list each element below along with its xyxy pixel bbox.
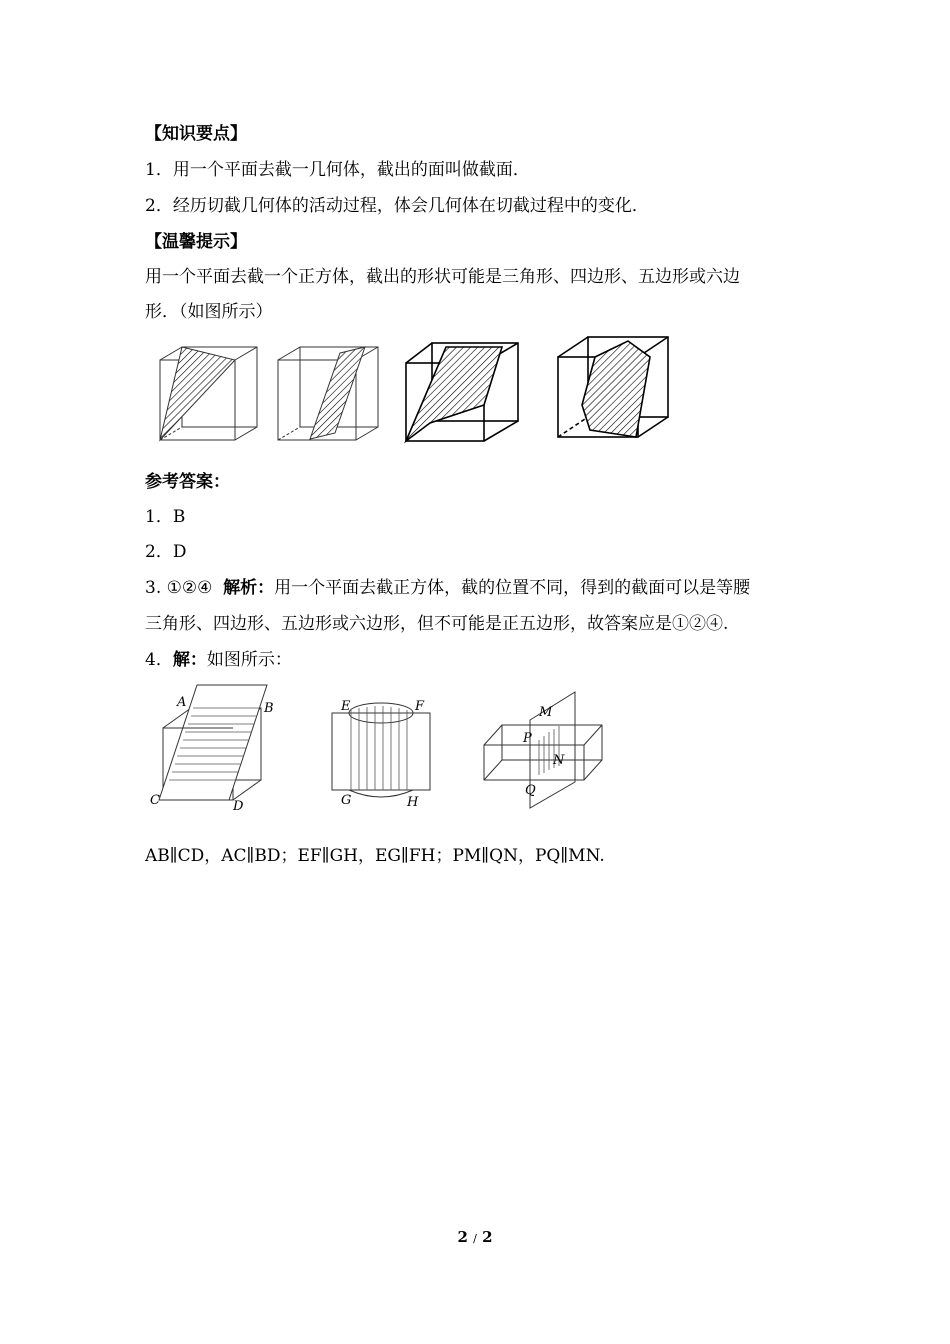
knowledge-heading: 【知识要点】 [145, 124, 247, 144]
answer-3-label: 解析： [223, 578, 275, 598]
knowledge-point-1: 1．用一个平面去截一几何体，截出的面叫做截面． [145, 160, 530, 180]
tip-line-2: 形．（如图所示） [145, 302, 273, 322]
answer-3-line-2: 三角形、四边形、五边形或六边形，但不可能是正五边形，故答案应是①②④. [145, 614, 729, 634]
page-number [0, 1228, 950, 1246]
label-H: H [407, 795, 419, 810]
cube-triangle-section [160, 347, 257, 440]
label-N: N [553, 753, 565, 768]
answer-3-text: 用一个平面去截正方体，截的位置不同，得到的截面可以是等腰 [274, 578, 751, 598]
label-M: M [539, 705, 553, 720]
label-G: G [341, 793, 352, 808]
cube-hexagon-section [558, 337, 668, 437]
label-Q: Q [525, 783, 536, 798]
cube-sections-figure [150, 335, 680, 450]
label-E: E [341, 699, 351, 714]
label-F: F [415, 699, 425, 714]
cylinder-plane-figure [332, 703, 430, 797]
cube-pentagon-section [406, 343, 518, 441]
answer-1: 1．B [145, 507, 186, 527]
answer-2: 2．D [145, 542, 187, 562]
answer-3-prefix: 3. ①②④ [145, 578, 213, 598]
page-current: 2 [457, 1228, 468, 1246]
label-D: D [233, 799, 244, 814]
knowledge-point-2: 2．经历切截几何体的活动过程，体会几何体在切截过程中的变化． [145, 196, 649, 216]
label-A: A [177, 695, 187, 710]
cube-quadrilateral-section [278, 347, 378, 440]
answer-4-label: 解： [172, 650, 207, 670]
answer-4-text: 如图所示： [206, 650, 292, 670]
cube-plane-figure [159, 685, 267, 800]
page-total: 2 [482, 1228, 493, 1246]
label-B: B [264, 701, 274, 716]
answer-4-number: 4． [145, 650, 173, 670]
tip-heading: 【温馨提示】 [145, 232, 247, 252]
page-separator: / [473, 1232, 477, 1245]
tip-line-1: 用一个平面去截一个正方体，截出的形状可能是三角形、四边形、五边形或六边 [145, 267, 740, 287]
answer-4-figure [145, 680, 615, 820]
answer-3 [145, 576, 750, 600]
parallel-relations: AB∥CD，AC∥BD；EF∥GH，EG∥FH；PM∥QN，PQ∥MN. [145, 846, 605, 866]
answers-heading: 参考答案： [145, 472, 230, 492]
label-P: P [523, 731, 532, 746]
answer-4 [145, 648, 292, 672]
label-C: C [150, 793, 160, 808]
